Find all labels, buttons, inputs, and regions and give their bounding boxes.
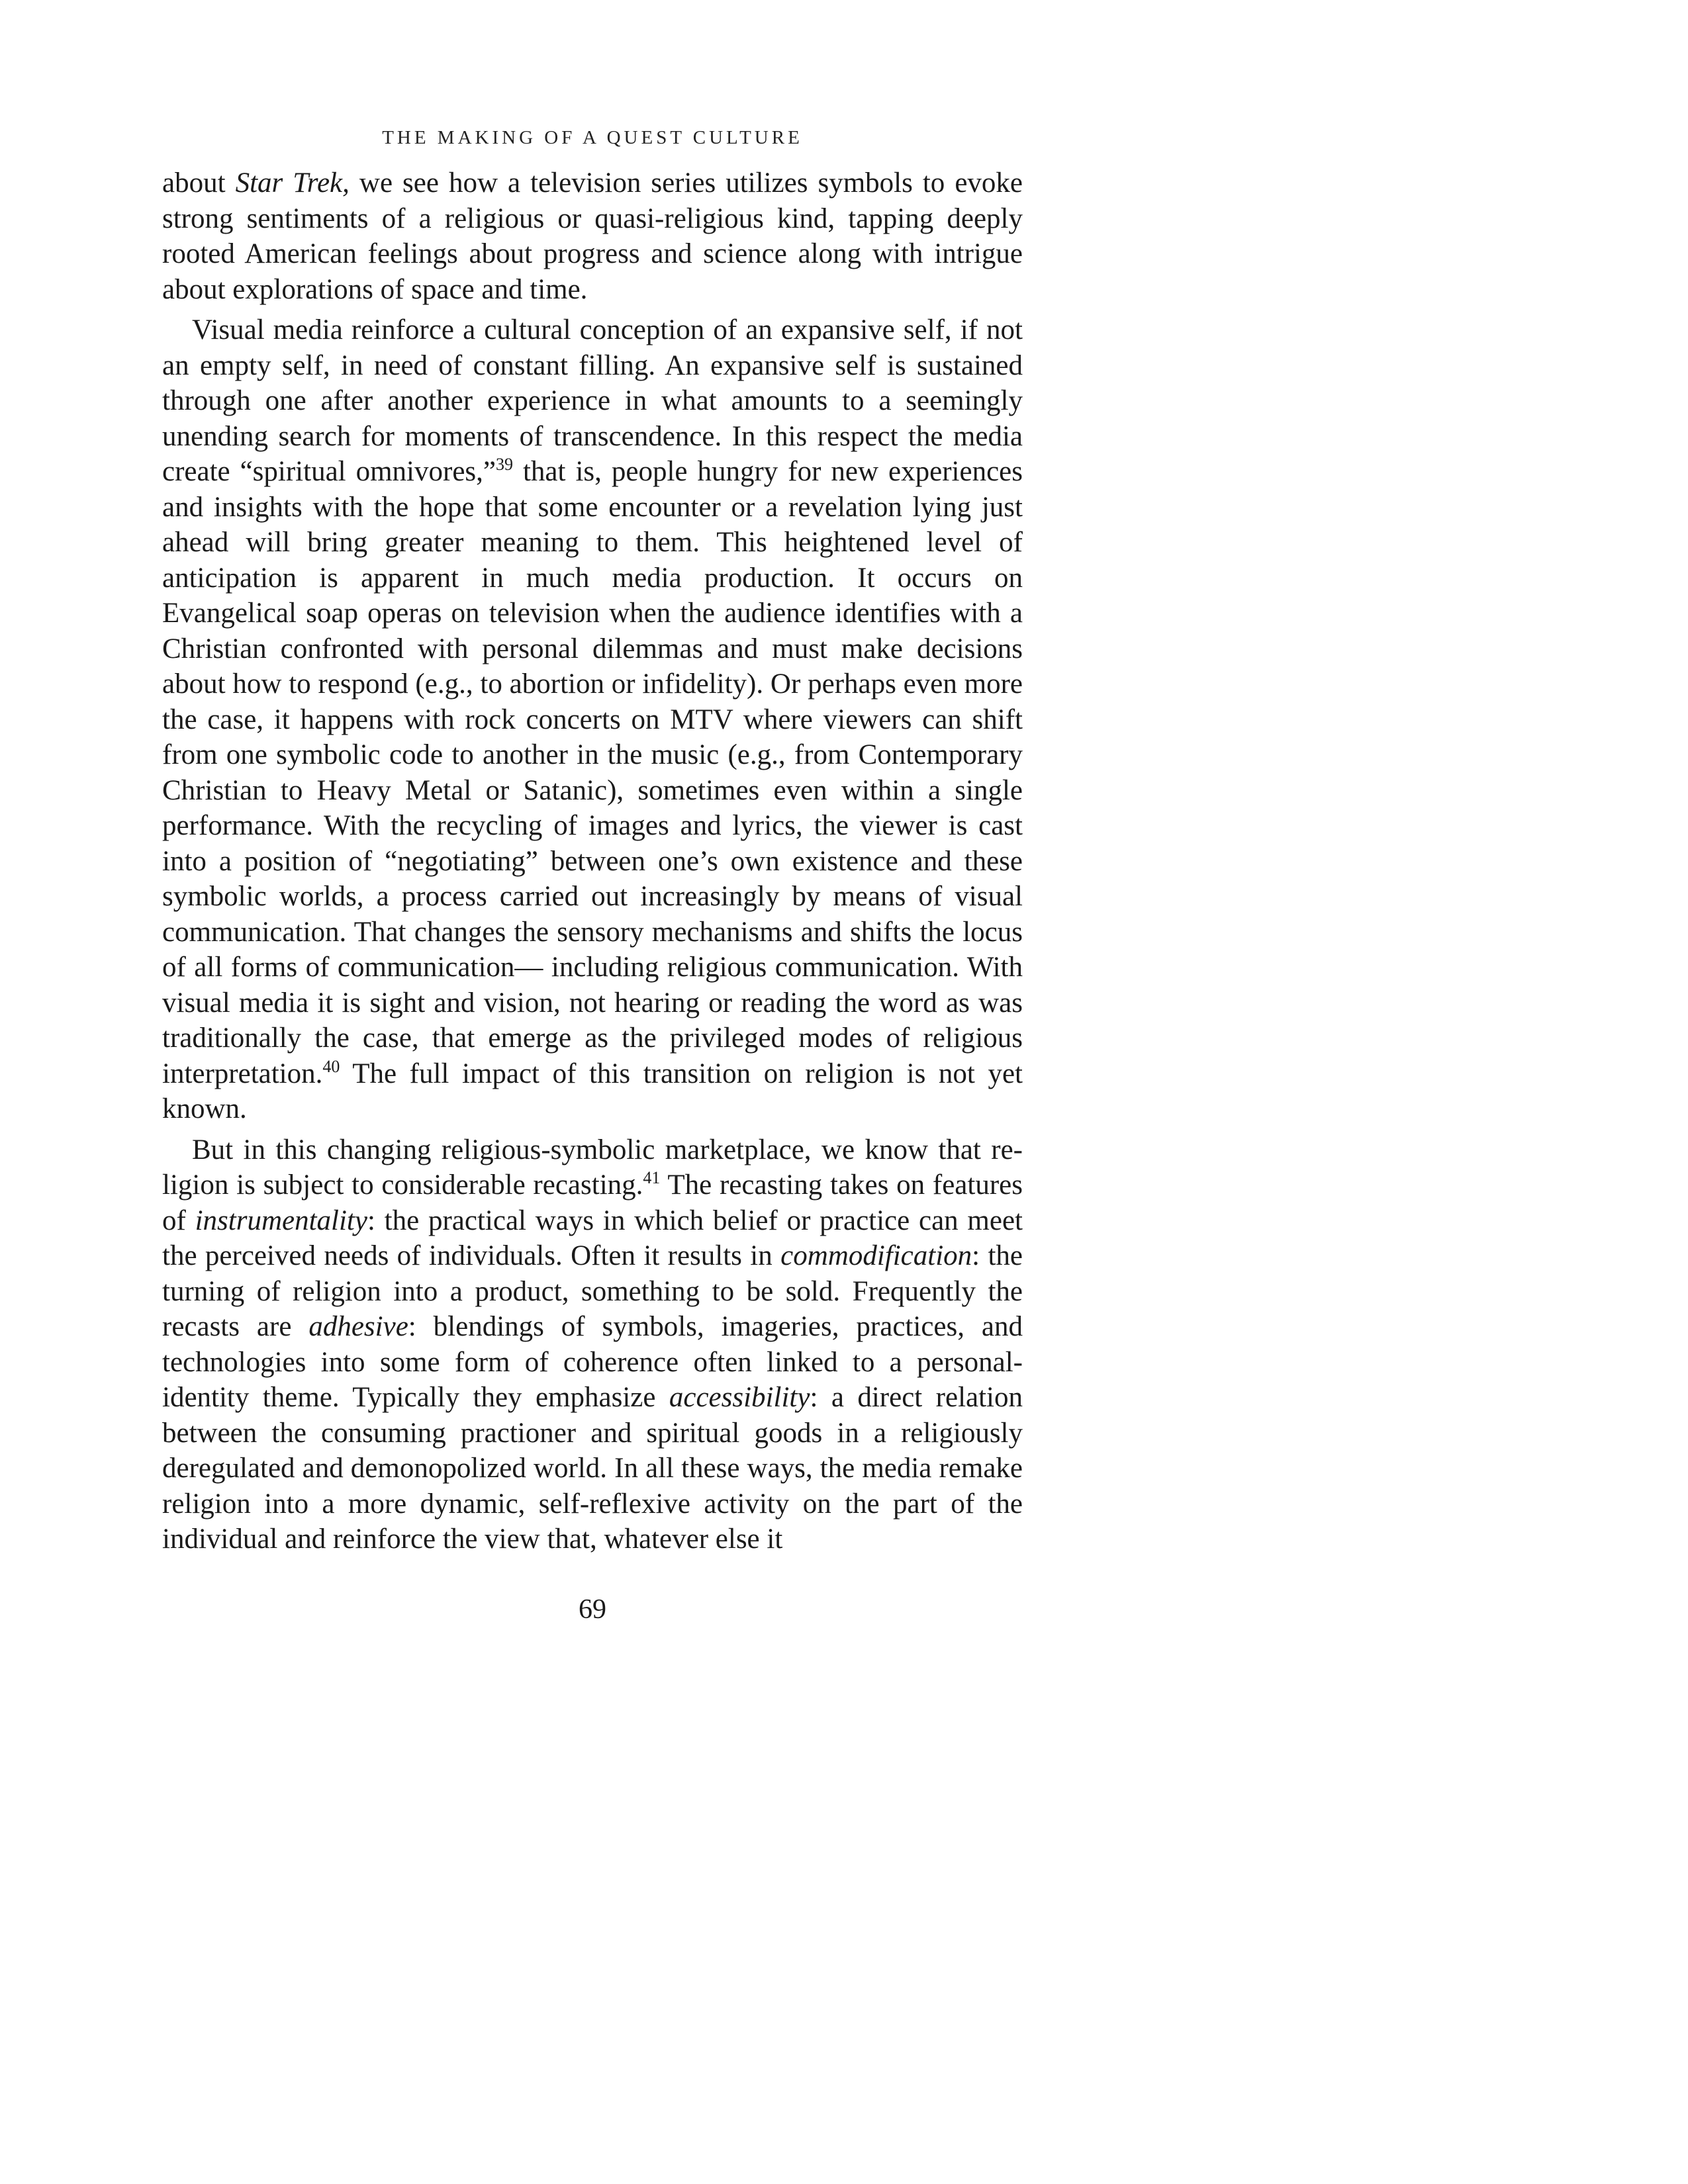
text-run: : blendings of symbols, imageries, practices, and technologies into some form of coherence often linked to a personal-identity theme. Typically they emphasize: [162, 1311, 1023, 1413]
text-run: The recasting takes on features of: [162, 1169, 1023, 1236]
text-run: : the practical ways in which belief or practice can meet the perceived needs of individuals. Often it results in: [162, 1205, 1023, 1271]
italic-term: commodification: [780, 1240, 972, 1271]
paragraph-1: [162, 165, 1023, 307]
text-run: about: [162, 167, 236, 199]
page-number: 69: [579, 1594, 606, 1625]
text-run: : the turning of religion into a product, something to be sold. Frequently the recasts are: [162, 1240, 1023, 1342]
italic-title: Star Trek,: [235, 167, 350, 199]
italic-term: accessibility: [669, 1382, 810, 1413]
running-head: THE MAKING OF A QUEST CULTURE: [382, 127, 803, 148]
body-text: [162, 165, 1023, 1557]
italic-term: instrumentality: [195, 1205, 367, 1236]
paragraph-2: [162, 312, 1023, 1127]
text-run: The full impact of this transition on religion is not yet known.: [162, 1058, 1023, 1124]
footnote-marker: 40: [322, 1056, 340, 1076]
text-run: that is, people hungry for new experiences and insights with the hope that some encounter or a revelation lying just ahead will bring greater meaning to them. This heightened level of anticipation is apparent in much media production. It occurs on Evangelical soap operas on television when the audience identifies with a Christian confronted with personal dilemmas and must make decisions about how to respond (e.g., to abortion or infidelity). Or perhaps even more the case, it happens with rock concerts on MTV where viewers can shift from one symbolic code to another in the music (e.g., from Contemporary Christian to Heavy Metal or Satanic), sometimes even within a single performance. With the recycling of images and lyrics, the viewer is cast into a position of “negotiating” between one’s own existence and these symbolic worlds, a process carried out increasingly by means of visual communication. That changes the sensory mechanisms and shifts the locus of all forms of communication— including religious communication. With visual media it is sight and vision, not hearing or reading the word as was traditionally the case, that emerge as the privileged modes of religious interpretation.: [162, 456, 1023, 1089]
paragraph-3: [162, 1132, 1023, 1557]
footnote-marker: 41: [643, 1168, 661, 1187]
italic-term: adhesive: [308, 1311, 408, 1342]
text-run: But in this changing religious-symbolic marketplace, we know that religion is subject to considerable recasting.: [162, 1134, 1023, 1201]
text-run: : a direct relation between the consuming practioner and spiritual goods in a religiously deregulated and demonopolized world. In all these ways, the media remake religion into a more dynamic, self-reflexive activity on the part of the individual and reinforce the view that, whatever else it: [162, 1382, 1023, 1555]
text-run: Visual media reinforce a cultural conception of an expansive self, if not an empty self, in need of constant filling. An expansive self is sustained through one after another experience in what amounts to a seemingly unending search for moments of transcendence. In this respect the media create “spiritual omnivores,”: [162, 314, 1023, 487]
text-run: we see how a television series utilizes symbols to evoke strong sentiments of a religious or quasi-religious kind, tapping deeply rooted American feelings about progress and science along with intrigue about explorations of space and time.: [162, 167, 1023, 305]
footnote-marker: 39: [495, 455, 513, 474]
